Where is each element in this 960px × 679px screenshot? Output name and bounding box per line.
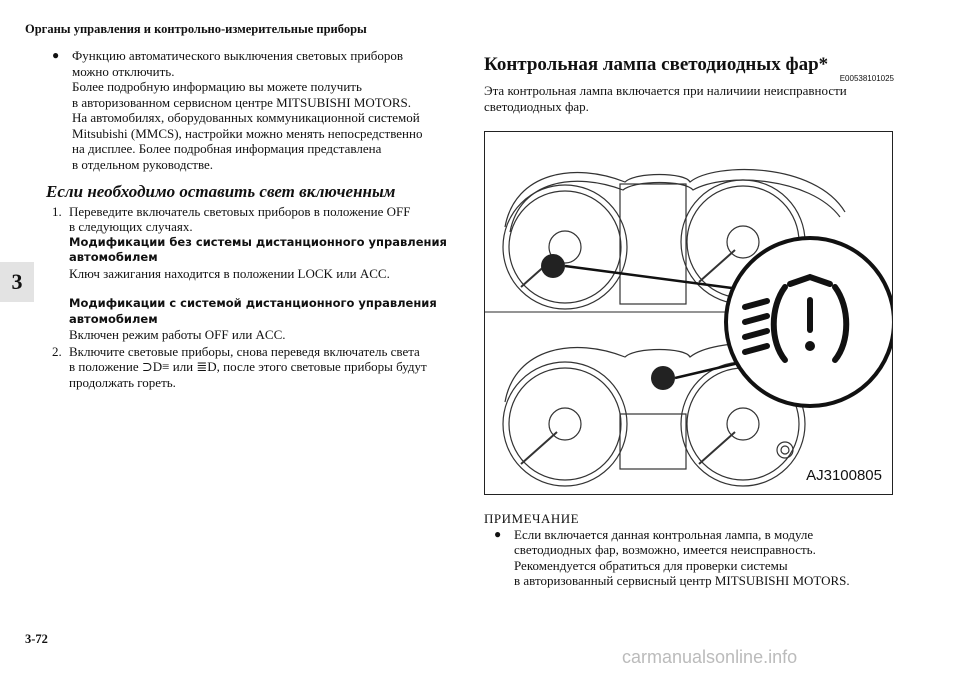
step-1: [52, 204, 450, 343]
text-line: Если включается данная контрольная лампа, в модуле: [514, 526, 814, 542]
text-line: Ключ зажигания находится в положении LOCK или ACC.: [69, 265, 390, 281]
text-line: в отдельном руководстве.: [72, 156, 214, 172]
bullet-dot-icon: ●: [494, 526, 502, 541]
step-number: 1.: [52, 203, 62, 219]
step-body: [69, 344, 427, 391]
high-beam-symbol-icon: ≣D: [196, 359, 217, 374]
text-line: Рекомендуется обратиться для проверки системы: [514, 557, 788, 573]
text-line: в авторизованный сервисный центр MITSUBISHI MOTORS.: [514, 573, 850, 588]
led-headlamp-warning-icon: [485, 132, 892, 494]
text-line: светодиодных фар.: [484, 98, 589, 114]
note-bullet: [494, 527, 904, 589]
subheading: Модификации без системы дистанционного управления: [69, 234, 447, 249]
text-line: Функцию автоматического выключения световых приборов: [72, 48, 404, 63]
note-title: ПРИМЕЧАНИЕ: [484, 511, 580, 526]
bullet-item: [52, 48, 450, 172]
watermark: carmanualsonline.info: [622, 647, 798, 667]
text-line: в положение ⊃D≡ или ≣D, после этого световые приборы будут: [69, 359, 427, 374]
left-column: [46, 48, 450, 390]
subheading: автомобилем: [69, 311, 158, 326]
section-code: E00538101025: [839, 74, 894, 83]
figure-label: AJ3100805: [806, 467, 882, 484]
section-intro: [484, 83, 894, 114]
step-body: [69, 204, 447, 343]
note-block: [484, 511, 904, 589]
right-column: [484, 48, 894, 114]
text-line: можно отключить.: [72, 63, 175, 79]
step-number: 2.: [52, 343, 62, 359]
text-line: На автомобилях, оборудованных коммуникационной системой: [72, 110, 420, 125]
instrument-cluster-figure: [484, 131, 893, 495]
step-2: [52, 344, 450, 391]
text-line: Эта контрольная лампа включается при наличиии неисправности: [484, 83, 847, 98]
section-heading-led-lamp: Контрольная лампа светодиодных фар*: [484, 54, 829, 75]
text-line: Mitsubishi (MMCS), настройки можно менять непосредственно: [72, 125, 423, 141]
page-number: 3-72: [25, 632, 48, 646]
text-line: Включите световые приборы, снова переведя включатель света: [69, 343, 420, 359]
text-line: в следующих случаях.: [69, 219, 193, 234]
text-line: в авторизованном сервисном центре MITSUBISHI MOTORS.: [72, 94, 412, 110]
text-line: на дисплее. Более подробная информация представлена: [72, 141, 382, 156]
headlight-on-symbol-icon: ⊃D≡: [141, 359, 170, 374]
text-line: светодиодных фар, возможно, имеется неисправность.: [514, 542, 816, 557]
subheading: автомобилем: [69, 250, 158, 264]
note-text: [514, 527, 850, 589]
bullet-text: [72, 48, 422, 172]
text-line: Более подробную информацию вы можете получить: [72, 79, 362, 94]
section-heading-keep-lights: Если необходимо оставить свет включенным: [46, 182, 396, 201]
text-line: Включен режим работы OFF или ACC.: [69, 327, 286, 342]
text-line: Переведите включатель световых приборов в положение OFF: [69, 203, 411, 219]
subheading: Модификации с системой дистанционного управления: [69, 296, 437, 310]
page-header: Органы управления и контрольно-измерительные приборы: [25, 22, 367, 36]
text-line: продолжать гореть.: [69, 374, 176, 390]
chapter-tab: 3: [0, 262, 34, 302]
bullet-dot-icon: ●: [52, 48, 60, 62]
